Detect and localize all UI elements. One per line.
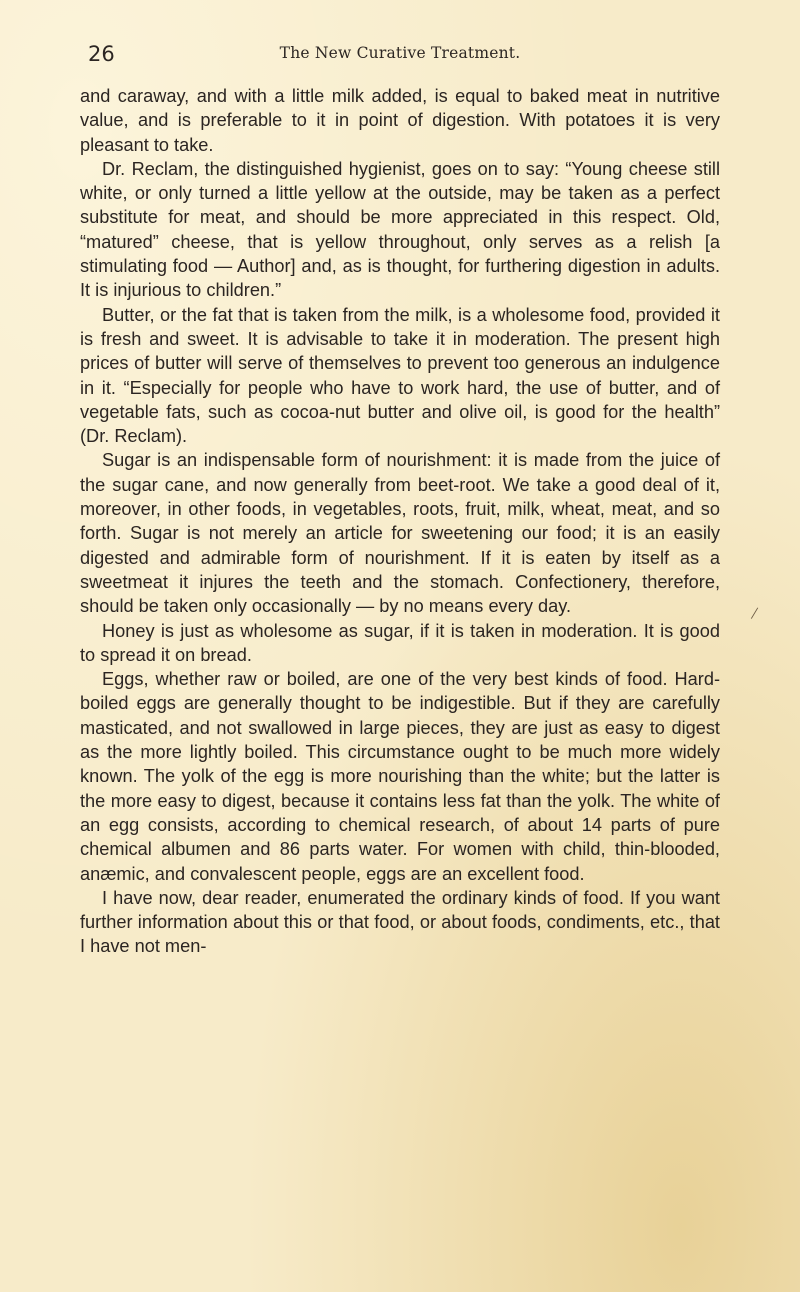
paragraph-eggs: Eggs, whether raw or boiled, are one of the very best kinds of food. Hard-boiled eggs are generally thought to be indigestible. But if they are carefully masticated, and not swallowed in large pieces, they are just as easy to digest as the more lightly boiled. This circumstance ought to be much more widely known. The yolk of the egg is more nourishing than the white; but the latter is the more easy to digest, because it contains less fat than the yolk. The white of an egg consists, according to chemical research, of about 14 parts of pure chemical albumen and 86 parts water. For women with child, thin-blooded, anæmic, and convalescent people, eggs are an excellent food. bbox=[80, 669, 720, 884]
running-head bbox=[80, 42, 720, 78]
page-number: 26 bbox=[88, 42, 115, 66]
paragraph-sugar: Sugar is an indispensable form of nourishment: it is made from the juice of the sugar cane, and now generally from beet-root. We take a good deal of it, moreover, in other foods, in vegetables, roots, fruit, milk, wheat, meat, and so forth. Sugar is not merely an article for sweetening our food; it is an easily digested and admirable form of nourishment. If it is eaten by itself as a sweetmeat it injures the teeth and the stomach. Confectionery, therefore, should be taken only occasionally — by no means every day. bbox=[80, 450, 720, 617]
paragraph-honey: Honey is just as wholesome as sugar, if it is taken in moderation. It is good to spread it on bread. bbox=[80, 620, 720, 665]
paragraph-cheese: Dr. Reclam, the distinguished hygienist, goes on to say: “Young cheese still white, or only turned a little yellow at the outside, may be taken as a perfect substitute for meat, and should be more appreciated in this respect. Old, “matured” cheese, that is yellow throughout, only serves as a relish [a stimulating food — Author] and, as is thought, for furthering digestion in adults. It is injurious to children.” bbox=[80, 158, 720, 301]
running-title: The New Curative Treatment. bbox=[279, 44, 521, 62]
margin-pencil-mark: / bbox=[750, 602, 760, 624]
body-text bbox=[80, 84, 720, 959]
paragraph-closing: I have now, dear reader, enumerated the ordinary kinds of food. If you want further information about this or that food, or about foods, condiments, etc., that I have not men- bbox=[80, 887, 720, 957]
paragraph-butter: Butter, or the fat that is taken from the milk, is a wholesome food, provided it is fresh and sweet. It is advisable to take it in moderation. The present high prices of butter will serve of themselves to prevent too generous an indulgence in it. “Especially for people who have to work hard, the use of butter, and of vegetable fats, such as cocoa-nut butter and olive oil, is good for the health” (Dr. Reclam). bbox=[80, 304, 720, 447]
paragraph-caraway: and caraway, and with a little milk added, is equal to baked meat in nutritive value, and is preferable to it in point of digestion. With potatoes it is very pleasant to take. bbox=[80, 86, 720, 155]
